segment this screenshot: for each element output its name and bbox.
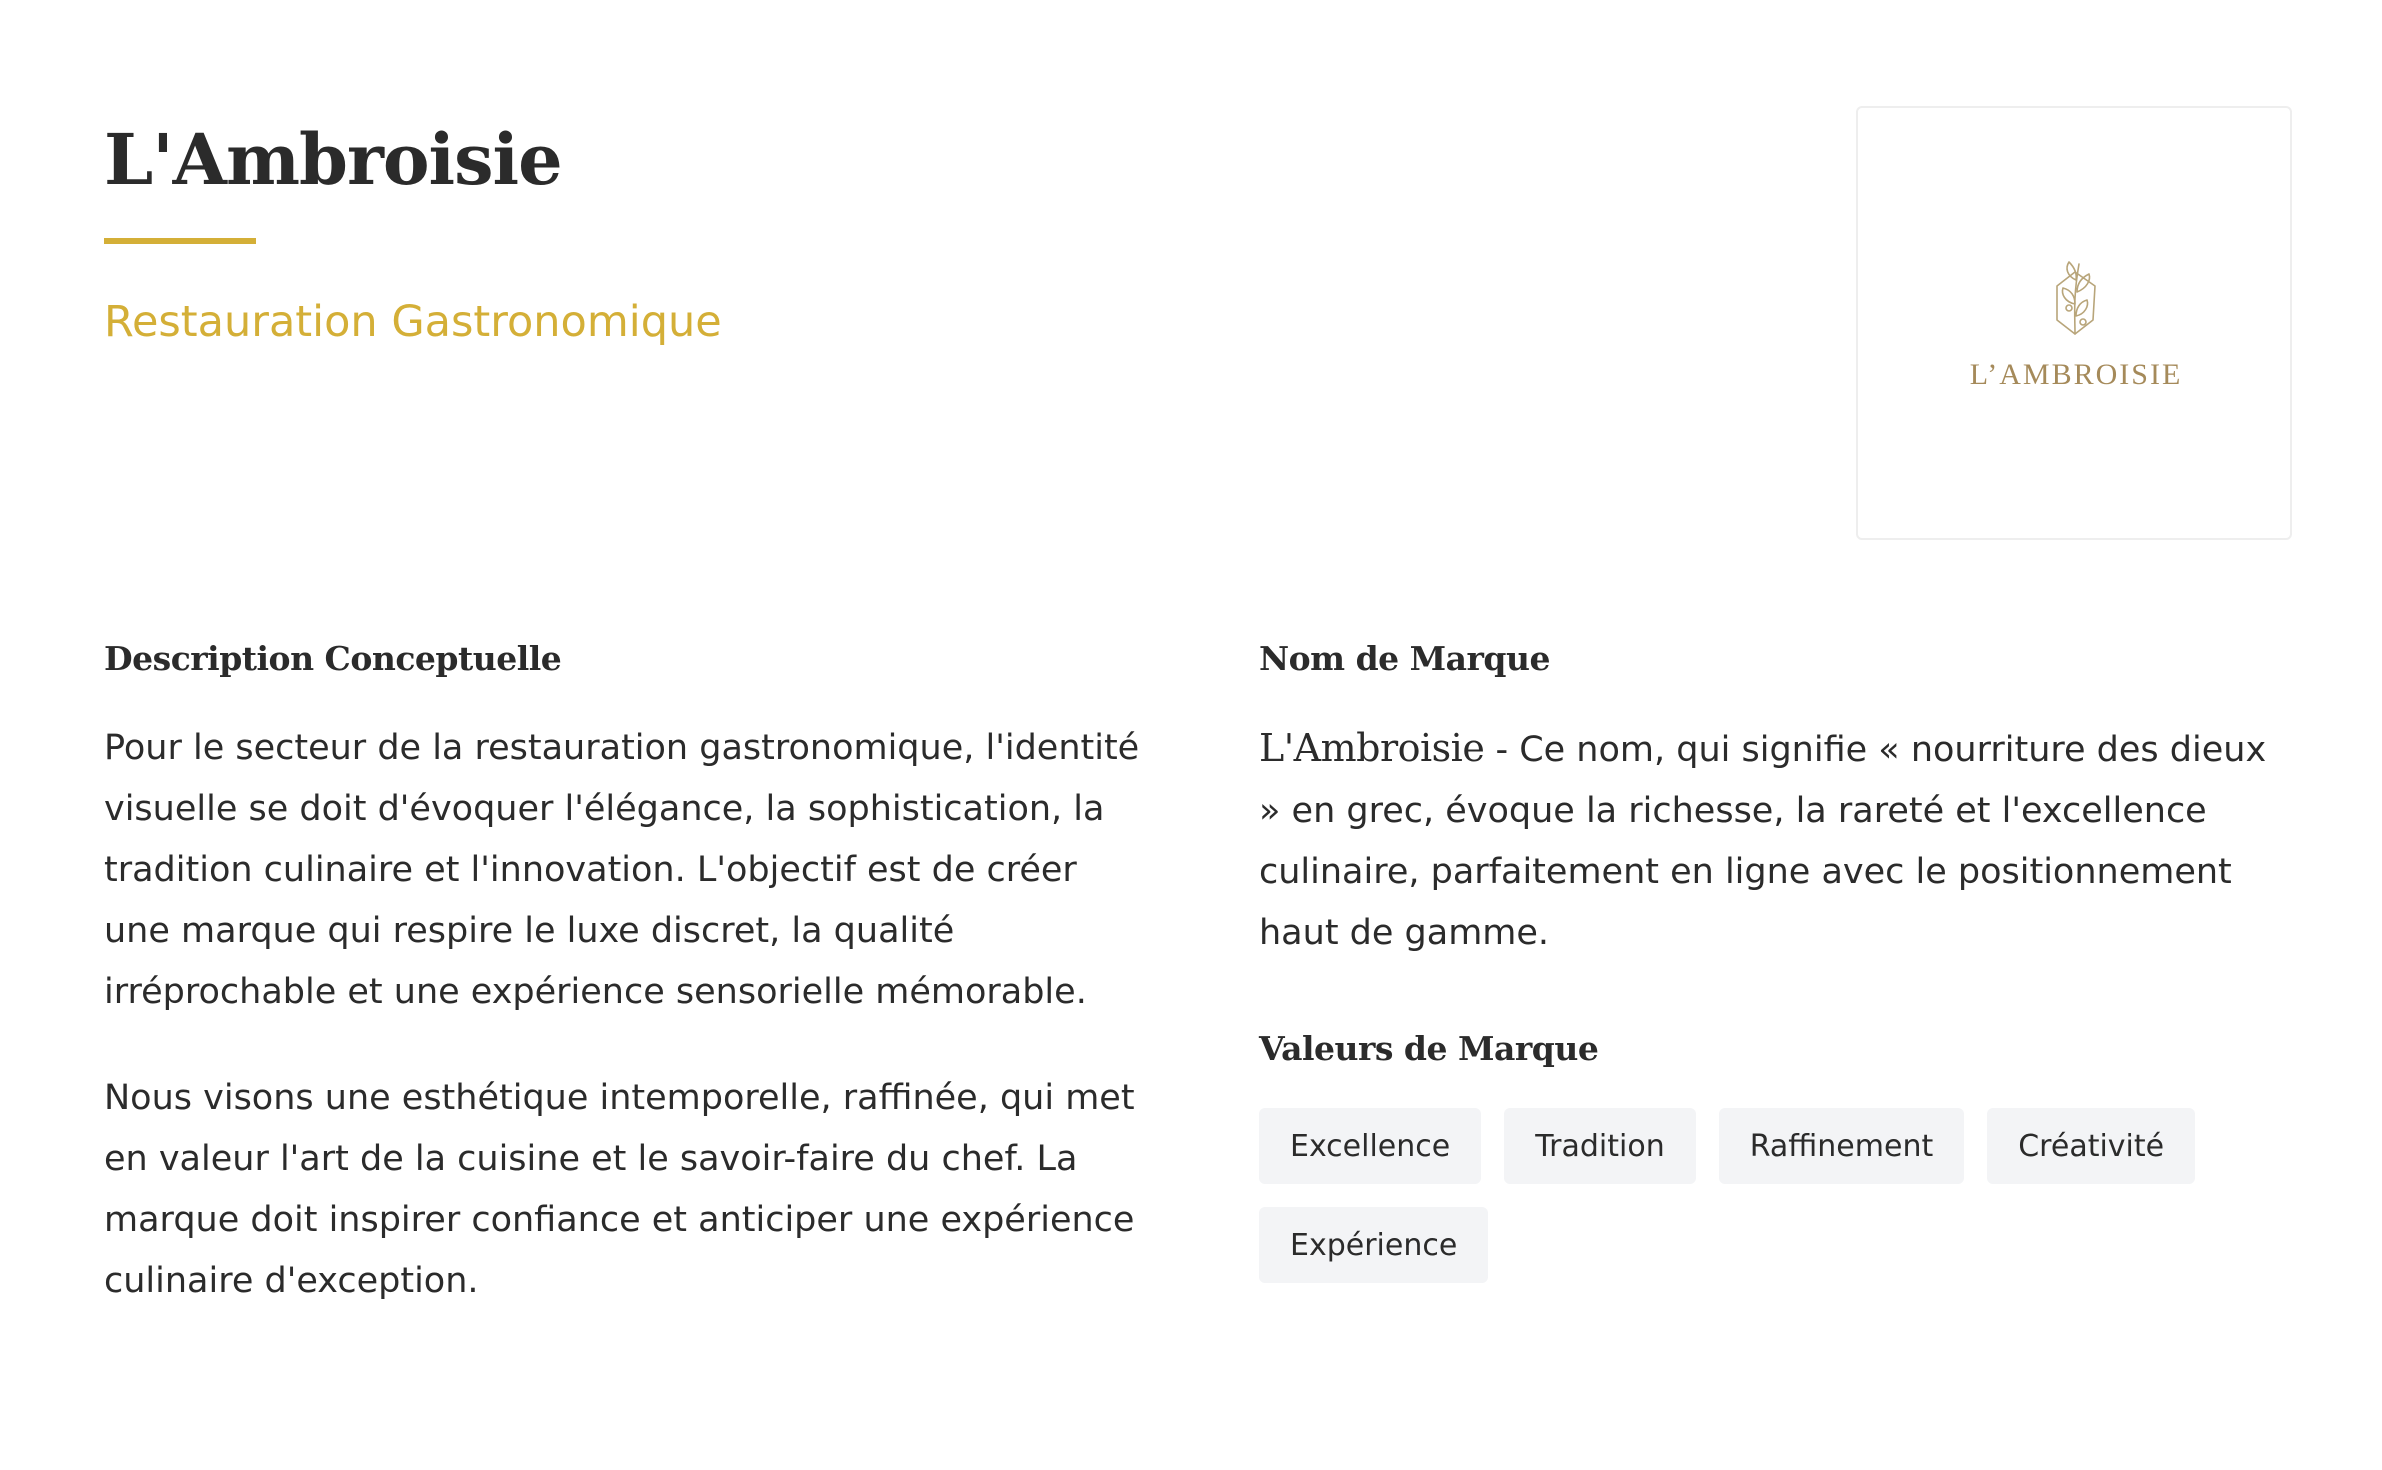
brand-name-paragraph [1259,718,2279,964]
brand-name-heading: Nom de Marque [1259,639,1550,678]
brand-name-inline: L'Ambroisie [1259,726,1485,770]
brand-name-explanation: - Ce nom, qui signifie « nourriture des dieux » en grec, évoque la richesse, la rareté et l'excellence culinaire, parfaitement en ligne avec le positionnement haut de gamme. [1259,730,2267,953]
description-heading: Description Conceptuelle [104,639,562,678]
logo-card [1856,106,2292,540]
values-tag-list [1259,1108,2289,1283]
page-title: L'Ambroisie [104,118,562,201]
olive-branch-icon [2045,258,2105,348]
values-heading: Valeurs de Marque [1259,1029,1599,1068]
logo-wordmark: L’AMBROISIE [1969,358,2183,391]
value-tag-tradition: Tradition [1504,1108,1695,1184]
value-tag-creativite: Créativité [1987,1108,2195,1184]
page-subtitle: Restauration Gastronomique [104,297,722,347]
value-tag-raffinement: Raffinement [1719,1108,1965,1184]
description-paragraph-2: Nous visons une esthétique intemporelle, raffinée, qui met en valeur l'art de la cuisine et le savoir-faire du chef. La marque doit inspirer confiance et anticiper une expérience culinaire d'exception. [104,1078,1135,1301]
description-paragraph-1: Pour le secteur de la restauration gastronomique, l'identité visuelle se doit d'évoquer l'élégance, la sophistication, la tradition culinaire et l'innovation. L'objectif est de créer une marque qui respire le luxe discret, la qualité irréprochable et une expérience sensorielle mémorable. [104,728,1140,1012]
value-tag-experience: Expérience [1259,1207,1488,1283]
title-underline [104,238,256,244]
value-tag-excellence: Excellence [1259,1108,1481,1184]
